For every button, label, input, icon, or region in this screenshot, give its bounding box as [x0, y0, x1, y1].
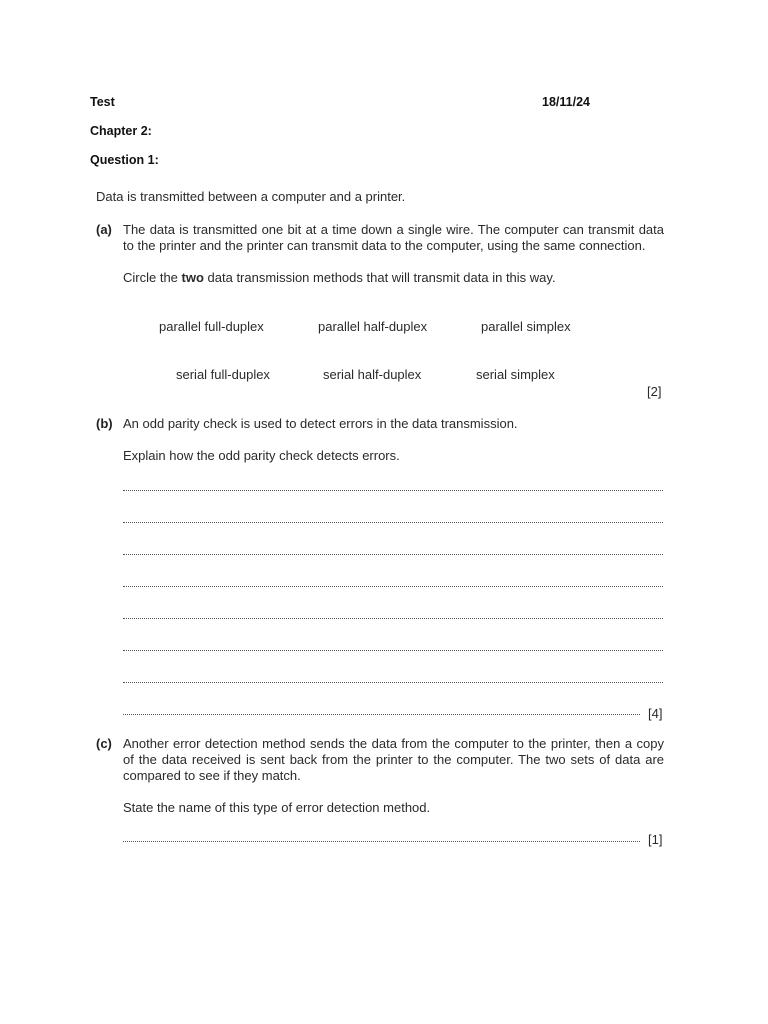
answer-line-b-5[interactable]	[123, 618, 663, 619]
part-c-line-3: compared to see if they match.	[123, 768, 301, 783]
instruction-emphasis: two	[181, 270, 204, 285]
option-parallel-simplex[interactable]: parallel simplex	[481, 319, 571, 334]
instruction-prefix: Circle the	[123, 270, 182, 285]
part-c-marks: [1]	[648, 832, 663, 847]
part-c-label: (c)	[96, 736, 112, 751]
option-serial-simplex[interactable]: serial simplex	[476, 367, 555, 382]
part-b-stem: An odd parity check is used to detect errors in the data transmission.	[123, 416, 518, 431]
answer-line-b-1[interactable]	[123, 490, 663, 491]
part-b-instruction: Explain how the odd parity check detects errors.	[123, 448, 400, 463]
question-heading: Question 1:	[90, 153, 159, 167]
part-a-stem	[123, 222, 664, 254]
part-b-marks: [4]	[648, 706, 663, 721]
test-date: 18/11/24	[542, 95, 590, 109]
part-a-line-2: to the printer and the printer can transmit data to the computer, using the same connection.	[123, 238, 646, 253]
answer-line-b-2[interactable]	[123, 522, 663, 523]
option-parallel-half-duplex[interactable]: parallel half-duplex	[318, 319, 428, 334]
answer-line-c-1[interactable]	[123, 841, 640, 842]
answer-line-b-4[interactable]	[123, 586, 663, 587]
part-c-line-2: of the data received is sent back from the printer to the computer. The two sets of data are	[123, 752, 664, 767]
option-parallel-full-duplex[interactable]: parallel full-duplex	[159, 319, 264, 334]
part-a-label: (a)	[96, 222, 112, 237]
test-title: Test	[90, 95, 115, 109]
part-c-instruction: State the name of this type of error detection method.	[123, 800, 431, 815]
chapter-heading: Chapter 2:	[90, 124, 152, 138]
answer-line-b-6[interactable]	[123, 650, 663, 651]
part-c-stem	[123, 736, 664, 784]
option-serial-half-duplex[interactable]: serial half-duplex	[323, 367, 422, 382]
part-a-instruction	[123, 270, 556, 285]
option-serial-full-duplex[interactable]: serial full-duplex	[176, 367, 270, 382]
answer-line-b-7[interactable]	[123, 682, 663, 683]
question-intro: Data is transmitted between a computer and a printer.	[96, 189, 406, 204]
answer-line-b-3[interactable]	[123, 554, 663, 555]
part-b-label: (b)	[96, 416, 113, 431]
part-c-line-1: Another error detection method sends the data from the computer to the printer, then a copy	[123, 736, 664, 751]
part-a-line-1: The data is transmitted one bit at a time down a single wire. The computer can transmit data	[123, 222, 664, 237]
part-a-marks: [2]	[647, 384, 662, 399]
answer-line-b-8[interactable]	[123, 714, 640, 715]
instruction-suffix: data transmission methods that will transmit data in this way.	[203, 270, 556, 285]
